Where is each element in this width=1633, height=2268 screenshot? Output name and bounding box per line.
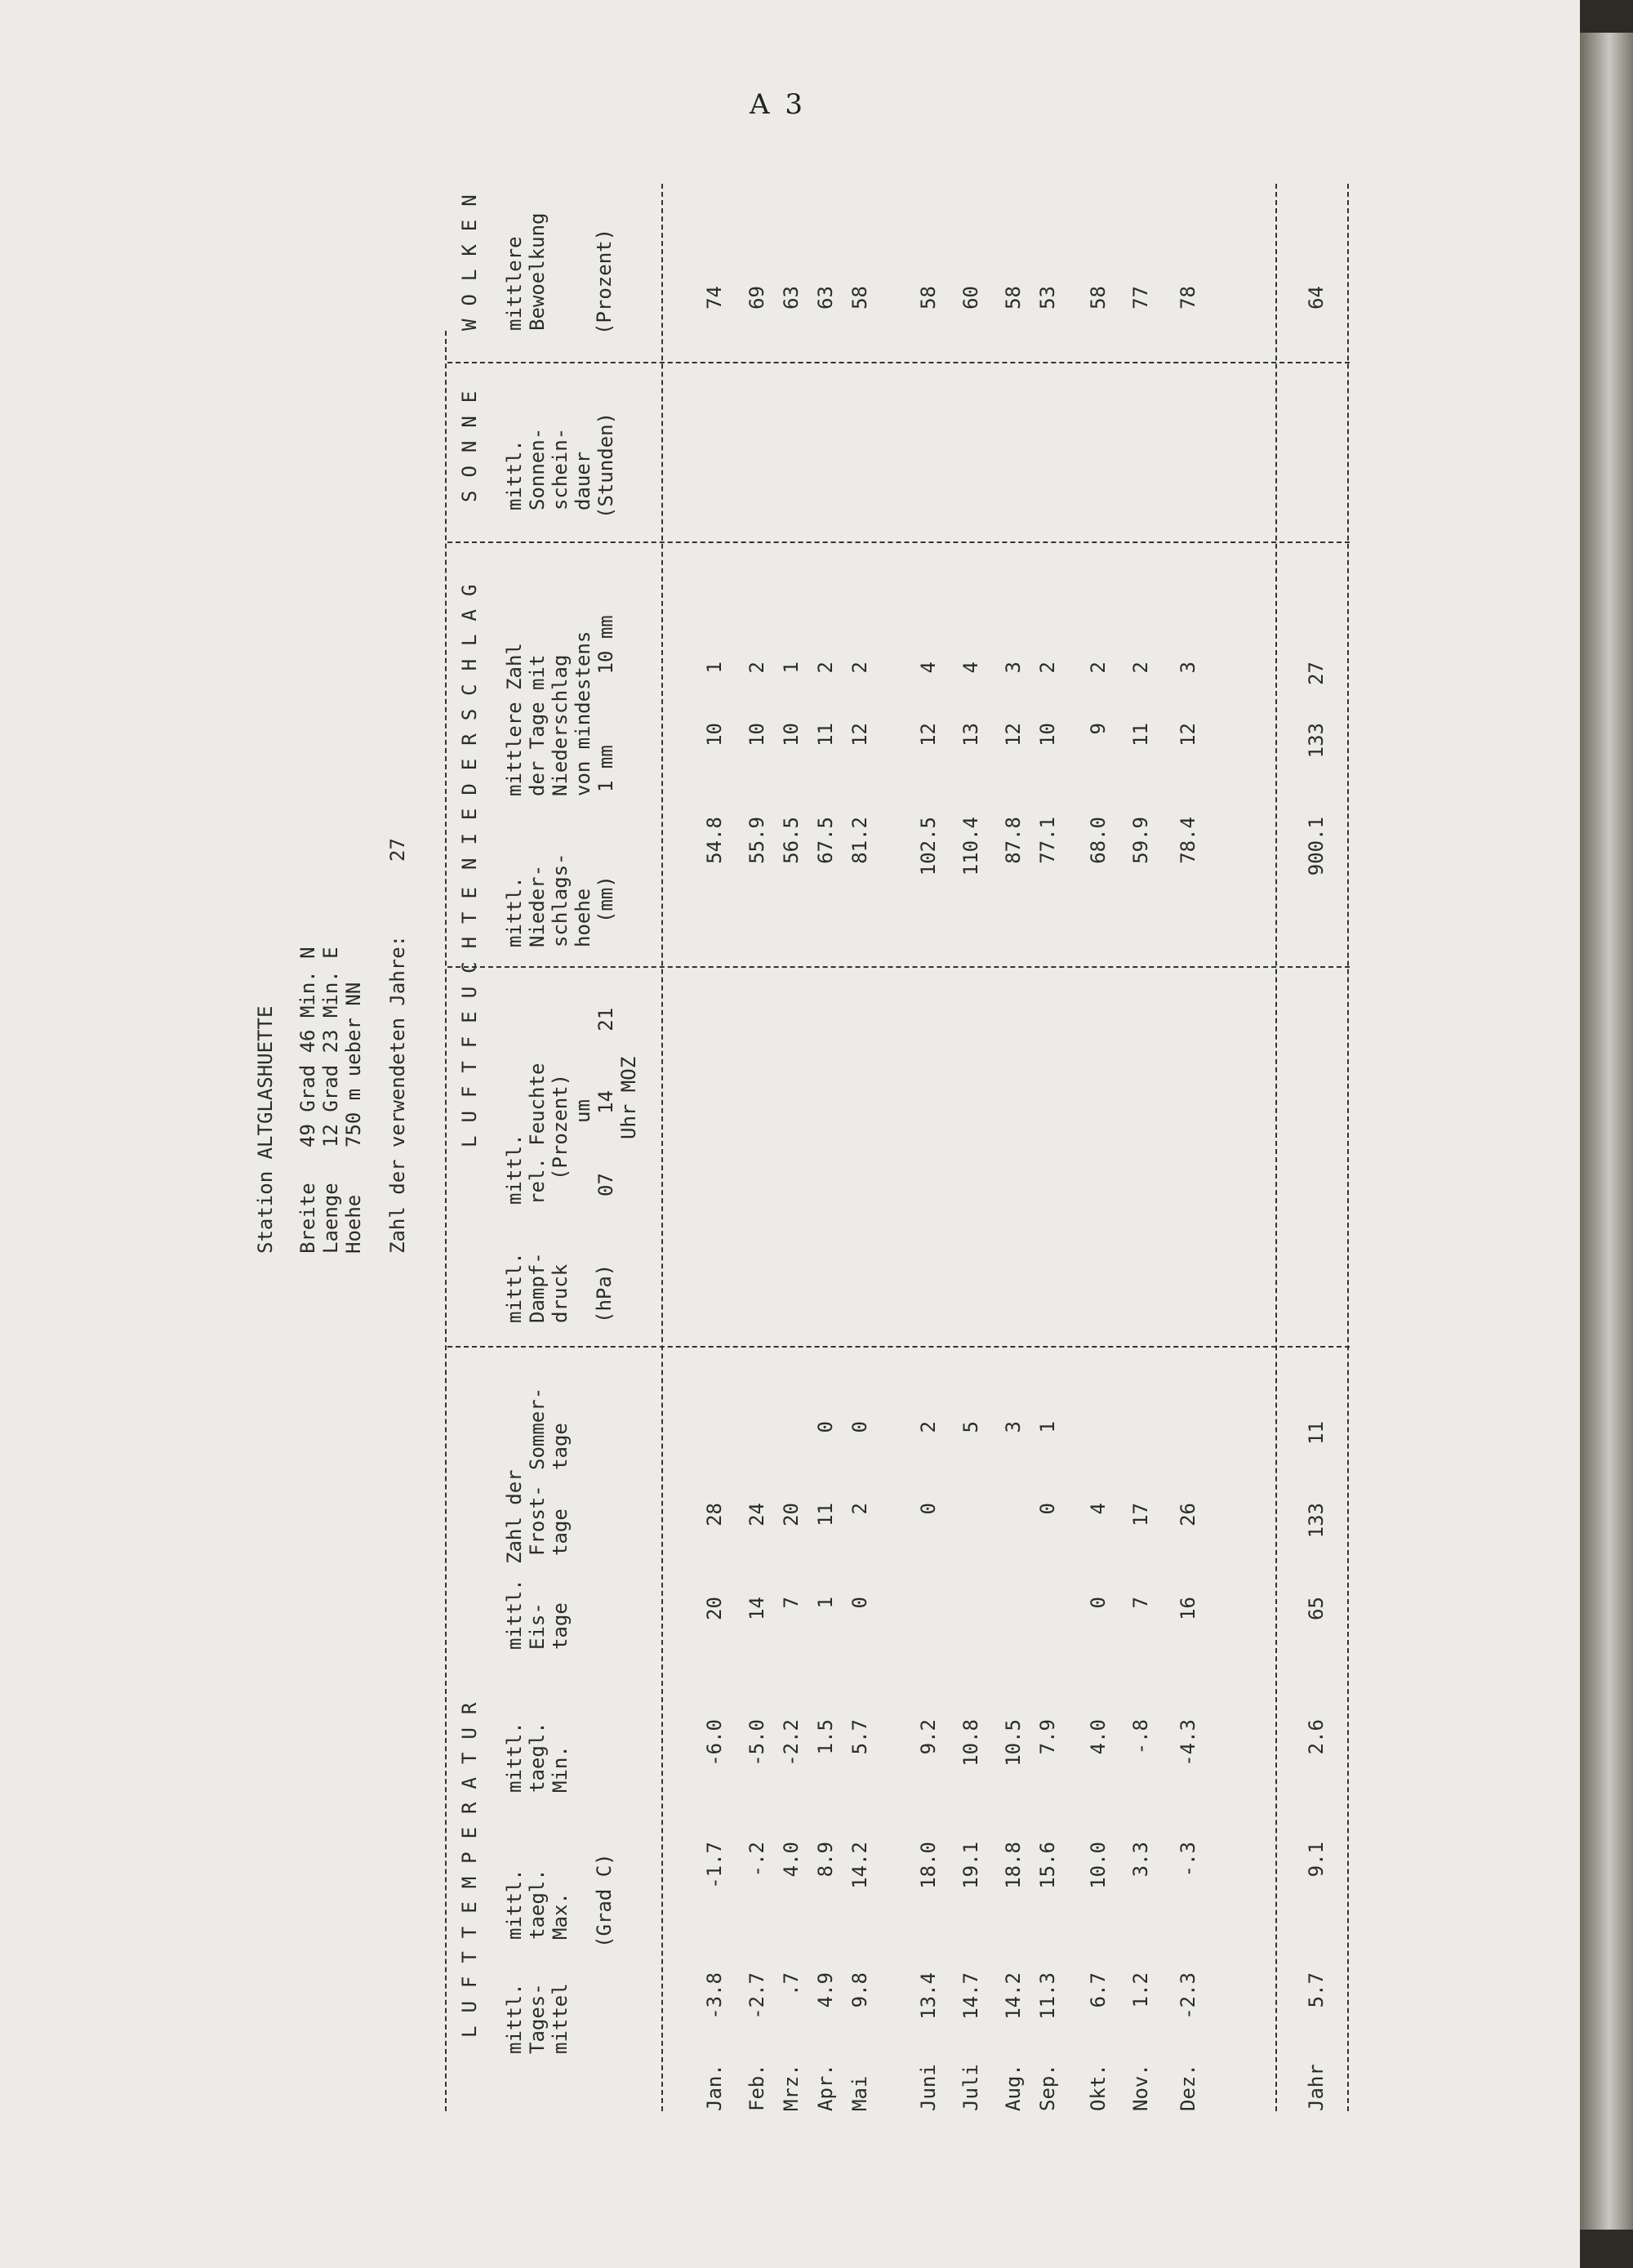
cell-n1: 12 bbox=[1177, 723, 1199, 746]
cell-min: 4.0 bbox=[1087, 1719, 1110, 1755]
col-nied-l4: hoehe bbox=[572, 888, 594, 947]
cell-month: Juli bbox=[959, 2064, 982, 2111]
cell-nied: 87.8 bbox=[1002, 817, 1025, 864]
cell-n10: 2 bbox=[1129, 662, 1152, 674]
cell-frost: 0 bbox=[917, 1503, 940, 1515]
cell-min: 2.6 bbox=[1305, 1719, 1328, 1755]
cell-sommer: 3 bbox=[1002, 1421, 1025, 1433]
cell-frost: 24 bbox=[745, 1503, 768, 1526]
header-rule bbox=[445, 331, 447, 2111]
cell-n10: 2 bbox=[814, 662, 837, 674]
cell-month: Apr. bbox=[814, 2064, 837, 2111]
cell-mittel: 6.7 bbox=[1087, 1972, 1110, 2008]
col-sonne-l1: mittl. bbox=[503, 439, 526, 510]
table-row bbox=[1128, 184, 1155, 2111]
cell-nied: 78.4 bbox=[1177, 817, 1199, 864]
cell-bew: 63 bbox=[780, 286, 803, 310]
cell-month: Aug. bbox=[1002, 2064, 1025, 2111]
col-sonne-l4: dauer bbox=[572, 451, 594, 510]
cell-mittel: 14.2 bbox=[1002, 1972, 1025, 2020]
cell-n10: 27 bbox=[1305, 662, 1328, 685]
cell-bew: 77 bbox=[1129, 286, 1152, 310]
laenge-value: 12 Grad 23 Min. E bbox=[319, 947, 342, 1147]
cell-mittel: 5.7 bbox=[1305, 1972, 1328, 2008]
cell-min: 10.8 bbox=[959, 1719, 982, 1767]
cell-bew: 63 bbox=[814, 286, 837, 310]
cell-mittel: 9.8 bbox=[848, 1972, 871, 2008]
page-number: A 3 bbox=[750, 88, 806, 121]
cell-n10: 4 bbox=[959, 662, 982, 674]
cell-bew: 78 bbox=[1177, 286, 1199, 310]
table-row bbox=[848, 184, 874, 2111]
cell-month: Juni bbox=[917, 2064, 940, 2111]
cell-max: 3.3 bbox=[1129, 1842, 1152, 1878]
cell-n1: 10 bbox=[780, 723, 803, 746]
cell-frost: 11 bbox=[814, 1503, 837, 1526]
years-value: 27 bbox=[386, 838, 409, 862]
cell-nied: 81.2 bbox=[848, 817, 871, 864]
breite-label: Breite bbox=[296, 1183, 319, 1254]
cell-nied: 68.0 bbox=[1087, 817, 1110, 864]
cell-sommer: 5 bbox=[959, 1421, 982, 1433]
col-sommer-l2: tage bbox=[549, 1423, 572, 1470]
col-bew-l1: mittlere bbox=[503, 236, 526, 331]
table-row bbox=[1035, 184, 1061, 2111]
col-min-l2: taegl. bbox=[526, 1722, 549, 1793]
col-mittel-l3: mittel bbox=[549, 1983, 572, 2054]
cell-n1: 133 bbox=[1305, 723, 1328, 759]
page-stack-edge bbox=[1580, 33, 1633, 2230]
cell-frost: 133 bbox=[1305, 1503, 1328, 1539]
cell-eis: 14 bbox=[745, 1597, 768, 1620]
col-eis-l3: tage bbox=[549, 1602, 572, 1650]
cell-max: -1.7 bbox=[703, 1842, 726, 1889]
climate-table bbox=[245, 181, 1368, 2111]
group-niederschlag: NIEDERSCHLAG bbox=[458, 571, 481, 870]
cell-bew: 58 bbox=[1002, 286, 1025, 310]
col-sonne-l2: Sonnen- bbox=[526, 427, 549, 510]
cell-frost: 28 bbox=[703, 1503, 726, 1526]
cell-eis: 20 bbox=[703, 1597, 726, 1620]
cell-min: -4.3 bbox=[1177, 1719, 1199, 1767]
cell-min: 1.5 bbox=[814, 1719, 837, 1755]
col-feuchte-l3: (Prozent) bbox=[549, 1073, 572, 1180]
cell-bew: 64 bbox=[1305, 286, 1328, 310]
col-bew-unit: (Prozent) bbox=[593, 228, 616, 335]
cell-month: Feb. bbox=[745, 2064, 768, 2111]
col-sommer-l1: Sommer- bbox=[526, 1387, 549, 1470]
cell-nied: 77.1 bbox=[1036, 817, 1059, 864]
hoehe-label: Hoehe bbox=[342, 1194, 365, 1254]
cell-max: 4.0 bbox=[780, 1842, 803, 1878]
separator-temp bbox=[447, 1346, 1350, 1348]
cell-n1: 11 bbox=[1129, 723, 1152, 746]
col-feuchte-l1: mittl. bbox=[503, 1134, 526, 1205]
cell-min: 5.7 bbox=[848, 1719, 871, 1755]
cell-frost: 0 bbox=[1036, 1503, 1059, 1515]
col-nied-unit: (mm) bbox=[594, 876, 617, 923]
col-feuchte-moz: Uhr MOZ bbox=[617, 1056, 640, 1139]
cell-min: -2.2 bbox=[780, 1719, 803, 1767]
col-bew-l2: Bewoelkung bbox=[526, 212, 549, 331]
cell-eis: 0 bbox=[1087, 1597, 1110, 1609]
cell-n10: 3 bbox=[1177, 662, 1199, 674]
cell-n1: 10 bbox=[1036, 723, 1059, 746]
cell-frost: 2 bbox=[848, 1503, 871, 1515]
col-dampf-l3: druck bbox=[549, 1263, 572, 1323]
cell-n1: 13 bbox=[959, 723, 982, 746]
col-sonne-unit: (Stunden) bbox=[594, 412, 617, 519]
cell-month: Jan. bbox=[703, 2064, 726, 2111]
cell-bew: 58 bbox=[848, 286, 871, 310]
cell-min: -6.0 bbox=[703, 1719, 726, 1767]
cell-max: 9.1 bbox=[1305, 1842, 1328, 1878]
cell-max: 18.0 bbox=[917, 1842, 940, 1889]
cell-n1: 12 bbox=[917, 723, 940, 746]
cell-n10: 3 bbox=[1002, 662, 1025, 674]
cell-min: -5.0 bbox=[745, 1719, 768, 1767]
table-row bbox=[1001, 184, 1027, 2111]
cell-sommer: 1 bbox=[1036, 1421, 1059, 1433]
cell-n10: 1 bbox=[703, 662, 726, 674]
col-frost-l1: Frost- bbox=[526, 1485, 549, 1556]
cell-n1: 10 bbox=[703, 723, 726, 746]
cell-sommer: 11 bbox=[1305, 1421, 1328, 1445]
footer-rule bbox=[1275, 184, 1277, 2111]
cell-n1: 11 bbox=[814, 723, 837, 746]
cell-eis: 7 bbox=[780, 1597, 803, 1609]
cell-nied: 110.4 bbox=[959, 817, 982, 876]
cell-bew: 69 bbox=[745, 286, 768, 310]
col-sonne-l3: schein- bbox=[549, 427, 572, 510]
group-sonne: SONNE bbox=[458, 377, 481, 502]
col-min-l3: Min. bbox=[549, 1745, 572, 1793]
col-feuchte-l2: rel. Feuchte bbox=[526, 1063, 549, 1205]
cell-n1: 12 bbox=[1002, 723, 1025, 746]
cell-frost: 4 bbox=[1087, 1503, 1110, 1515]
cell-min: -.8 bbox=[1129, 1719, 1152, 1755]
cell-mittel: 11.3 bbox=[1036, 1972, 1059, 2020]
col-eis-l1: mittl. bbox=[503, 1579, 526, 1650]
cell-max: 15.6 bbox=[1036, 1842, 1059, 1889]
cell-n10: 4 bbox=[917, 662, 940, 674]
cell-frost: 20 bbox=[780, 1503, 803, 1526]
hoehe-value: 750 m ueber NN bbox=[342, 982, 365, 1147]
separator-feuchte bbox=[447, 966, 1350, 968]
cell-bew: 53 bbox=[1036, 286, 1059, 310]
col-frost-l2: tage bbox=[549, 1508, 572, 1556]
cell-month: Mai bbox=[848, 2075, 871, 2111]
group-luftfeuchte: LUFTFEUCHTE bbox=[458, 874, 481, 1147]
table-row bbox=[813, 184, 839, 2111]
cell-eis: 1 bbox=[814, 1597, 837, 1609]
cell-max: 19.1 bbox=[959, 1842, 982, 1889]
cell-bew: 60 bbox=[959, 286, 982, 310]
cell-bew: 58 bbox=[1087, 286, 1110, 310]
cell-eis: 0 bbox=[848, 1597, 871, 1609]
cell-n10: 2 bbox=[848, 662, 871, 674]
cell-month: Nov. bbox=[1129, 2064, 1152, 2111]
cell-nied: 56.5 bbox=[780, 817, 803, 864]
col-nied-l1: mittl. bbox=[503, 876, 526, 947]
col-zahl-der: Zahl der bbox=[503, 1469, 526, 1564]
cell-nied: 900.1 bbox=[1305, 817, 1328, 876]
col-nied-l2: Nieder- bbox=[526, 864, 549, 947]
column-header-rule bbox=[661, 184, 663, 2111]
cell-mittel: -3.8 bbox=[703, 1972, 726, 2020]
cell-nied: 102.5 bbox=[917, 817, 940, 876]
cell-mittel: -2.7 bbox=[745, 1972, 768, 2020]
cell-mittel: 14.7 bbox=[959, 1972, 982, 2020]
cell-eis: 65 bbox=[1305, 1597, 1328, 1620]
year-row bbox=[1304, 184, 1330, 2111]
cell-max: 14.2 bbox=[848, 1842, 871, 1889]
bottom-rule bbox=[1347, 184, 1349, 2111]
cell-frost: 26 bbox=[1177, 1503, 1199, 1526]
cell-eis: 16 bbox=[1177, 1597, 1199, 1620]
col-tagemit-l4: von mindestens bbox=[572, 630, 594, 796]
table-row bbox=[916, 184, 942, 2111]
cell-bew: 58 bbox=[917, 286, 940, 310]
group-wolken: WOLKEN bbox=[458, 181, 481, 331]
cell-n10: 1 bbox=[780, 662, 803, 674]
cell-max: 8.9 bbox=[814, 1842, 837, 1878]
laenge-label: Laenge bbox=[319, 1183, 342, 1254]
cell-n10: 2 bbox=[1087, 662, 1110, 674]
table-row bbox=[702, 184, 728, 2111]
cell-nied: 67.5 bbox=[814, 817, 837, 864]
cell-n1: 10 bbox=[745, 723, 768, 746]
col-dampf-l2: Dampf- bbox=[526, 1252, 549, 1323]
breite-value: 49 Grad 46 Min. N bbox=[296, 947, 319, 1147]
cell-month: Sep. bbox=[1036, 2064, 1059, 2111]
table-row bbox=[779, 184, 805, 2111]
cell-month: Dez. bbox=[1177, 2064, 1199, 2111]
col-tagemit-l3: Niederschlag bbox=[549, 654, 572, 796]
cell-n1: 9 bbox=[1087, 723, 1110, 735]
cell-min: 9.2 bbox=[917, 1719, 940, 1755]
col-mittel-l2: Tages- bbox=[526, 1983, 549, 2054]
cell-mittel: .7 bbox=[780, 1972, 803, 1996]
col-max-l3: Max. bbox=[549, 1892, 572, 1940]
table-row bbox=[1086, 184, 1112, 2111]
col-tagemit-l2: der Tage mit bbox=[526, 654, 549, 796]
cell-min: 10.5 bbox=[1002, 1719, 1025, 1767]
col-dampf-unit: (hPa) bbox=[593, 1263, 616, 1323]
cell-max: -.3 bbox=[1177, 1842, 1199, 1878]
cell-sommer: 0 bbox=[848, 1421, 871, 1433]
separator-nied bbox=[447, 541, 1350, 543]
col-mittel-l1: mittl. bbox=[503, 1983, 526, 2054]
cell-n1: 12 bbox=[848, 723, 871, 746]
col-eis-l2: Eis- bbox=[526, 1602, 549, 1650]
col-tagemit-l1: mittlere Zahl bbox=[503, 643, 526, 796]
col-feuchte-l4: um bbox=[572, 1099, 594, 1123]
cell-mittel: 1.2 bbox=[1129, 1972, 1152, 2008]
cell-sommer: 0 bbox=[814, 1421, 837, 1433]
group-lufttemperatur: LUFTTEMPERATUR bbox=[458, 1689, 481, 2038]
table-row bbox=[1176, 184, 1202, 2111]
cell-eis: 7 bbox=[1129, 1597, 1152, 1609]
cell-frost: 17 bbox=[1129, 1503, 1152, 1526]
col-max-l1: mittl. bbox=[503, 1869, 526, 1940]
col-feuchte-times: 07 14 21 bbox=[594, 1007, 617, 1196]
cell-month: Jahr bbox=[1305, 2064, 1328, 2111]
cell-min: 7.9 bbox=[1036, 1719, 1059, 1755]
cell-max: -.2 bbox=[745, 1842, 768, 1878]
cell-n10: 2 bbox=[1036, 662, 1059, 674]
station-title: Station ALTGLASHUETTE bbox=[254, 1005, 277, 1254]
cell-month: Okt. bbox=[1087, 2064, 1110, 2111]
cell-mittel: 13.4 bbox=[917, 1972, 940, 2020]
cell-nied: 59.9 bbox=[1129, 817, 1152, 864]
cell-n10: 2 bbox=[745, 662, 768, 674]
cell-nied: 54.8 bbox=[703, 817, 726, 864]
cell-bew: 74 bbox=[703, 286, 726, 310]
col-min-l1: mittl. bbox=[503, 1722, 526, 1793]
cell-sommer: 2 bbox=[917, 1421, 940, 1433]
cell-month: Mrz. bbox=[780, 2064, 803, 2111]
col-dampf-l1: mittl. bbox=[503, 1252, 526, 1323]
cell-nied: 55.9 bbox=[745, 817, 768, 864]
table-row bbox=[745, 184, 771, 2111]
col-max-l2: taegl. bbox=[526, 1869, 549, 1940]
col-tagemit-thresholds: 1 mm 10 mm bbox=[594, 615, 617, 792]
cell-max: 18.8 bbox=[1002, 1842, 1025, 1889]
separator-sonne bbox=[447, 362, 1350, 363]
col-nied-l3: schlags- bbox=[549, 853, 572, 947]
cell-mittel: -2.3 bbox=[1177, 1972, 1199, 2020]
years-label: Zahl der verwendeten Jahre: bbox=[386, 934, 409, 1254]
cell-mittel: 4.9 bbox=[814, 1972, 837, 2008]
col-temp-unit: (Grad C) bbox=[593, 1853, 616, 1948]
table-row bbox=[959, 184, 985, 2111]
cell-max: 10.0 bbox=[1087, 1842, 1110, 1889]
